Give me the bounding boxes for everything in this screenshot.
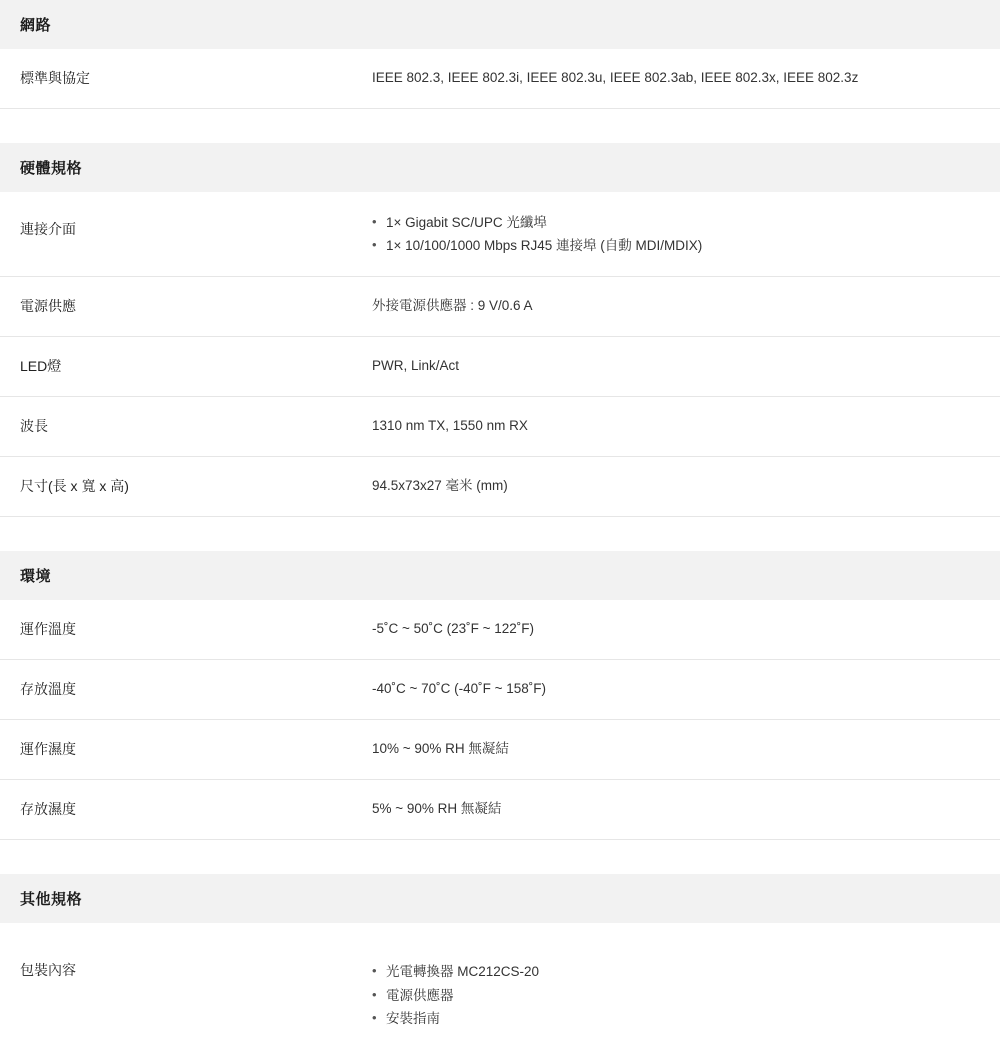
section-header-network: 網路 (0, 0, 1000, 49)
spec-value-item: • 光電轉換器 MC212CS-20 (372, 960, 980, 983)
spec-value-item: • 1× 10/100/1000 Mbps RJ45 連接埠 (自動 MDI/MDIX) (372, 234, 980, 257)
section-header-hardware: 硬體規格 (0, 143, 1000, 192)
spec-value (372, 600, 1000, 659)
spec-value (372, 277, 1000, 336)
spec-value (372, 720, 1000, 779)
spec-value-line: 1310 nm TX, 1550 nm RX (372, 418, 528, 434)
section-gap (0, 517, 1000, 551)
spec-label: 標準與協定 (20, 70, 90, 86)
spec-label: 波長 (20, 418, 48, 435)
spec-row (0, 457, 1000, 517)
spec-label: 運作溫度 (20, 621, 76, 638)
spec-value-list (372, 960, 980, 1030)
section-header-environment: 環境 (0, 551, 1000, 600)
spec-value (372, 941, 1000, 1049)
spec-value (372, 397, 1000, 456)
spec-row (0, 397, 1000, 457)
spec-value (372, 49, 1000, 108)
spec-value-line: IEEE 802.3, IEEE 802.3i, IEEE 802.3u, IEEE 802.3ab, IEEE 802.3x, IEEE 802.3z (372, 70, 859, 85)
spec-label: 存放濕度 (20, 801, 76, 818)
row-gap (0, 923, 1000, 941)
spec-value (372, 780, 1000, 839)
spec-value (372, 337, 1000, 396)
spec-value-item: • 1× Gigabit SC/UPC 光纖埠 (372, 211, 980, 234)
spec-row (0, 337, 1000, 397)
section-gap (0, 840, 1000, 874)
spec-value-line: 外接電源供應器 : 9 V/0.6 A (372, 298, 533, 314)
spec-row (0, 600, 1000, 660)
spec-row (0, 49, 1000, 109)
spec-value-line: -40˚C ~ 70˚C (-40˚F ~ 158˚F) (372, 681, 547, 697)
spec-row (0, 192, 1000, 277)
spec-value (372, 192, 1000, 276)
spec-row (0, 277, 1000, 337)
spec-label: 連接介面 (20, 221, 76, 237)
spec-label: 尺寸(長 x 寬 x 高) (20, 478, 129, 495)
spec-value-line: 5% ~ 90% RH 無凝結 (372, 801, 502, 817)
spec-label: 運作濕度 (20, 741, 76, 758)
spec-row (0, 660, 1000, 720)
spec-row (0, 941, 1000, 1049)
spec-row (0, 780, 1000, 840)
spec-value-item: • 安裝指南 (372, 1007, 980, 1030)
spec-value-line: PWR, Link/Act (372, 358, 460, 374)
section-header-other: 其他規格 (0, 874, 1000, 923)
section-gap (0, 109, 1000, 143)
spec-value-line: 10% ~ 90% RH 無凝結 (372, 741, 509, 757)
spec-row (0, 720, 1000, 780)
spec-label: LED燈 (20, 358, 62, 375)
spec-value-line: 94.5x73x27 毫米 (mm) (372, 478, 508, 494)
spec-value-item: • 電源供應器 (372, 984, 980, 1007)
spec-value (372, 457, 1000, 516)
spec-value-line: -5˚C ~ 50˚C (23˚F ~ 122˚F) (372, 621, 535, 637)
spec-label: 電源供應 (20, 298, 76, 315)
spec-label: 包裝內容 (20, 962, 76, 979)
spec-label: 存放溫度 (20, 681, 76, 698)
spec-value-list (372, 211, 980, 257)
spec-value (372, 660, 1000, 719)
